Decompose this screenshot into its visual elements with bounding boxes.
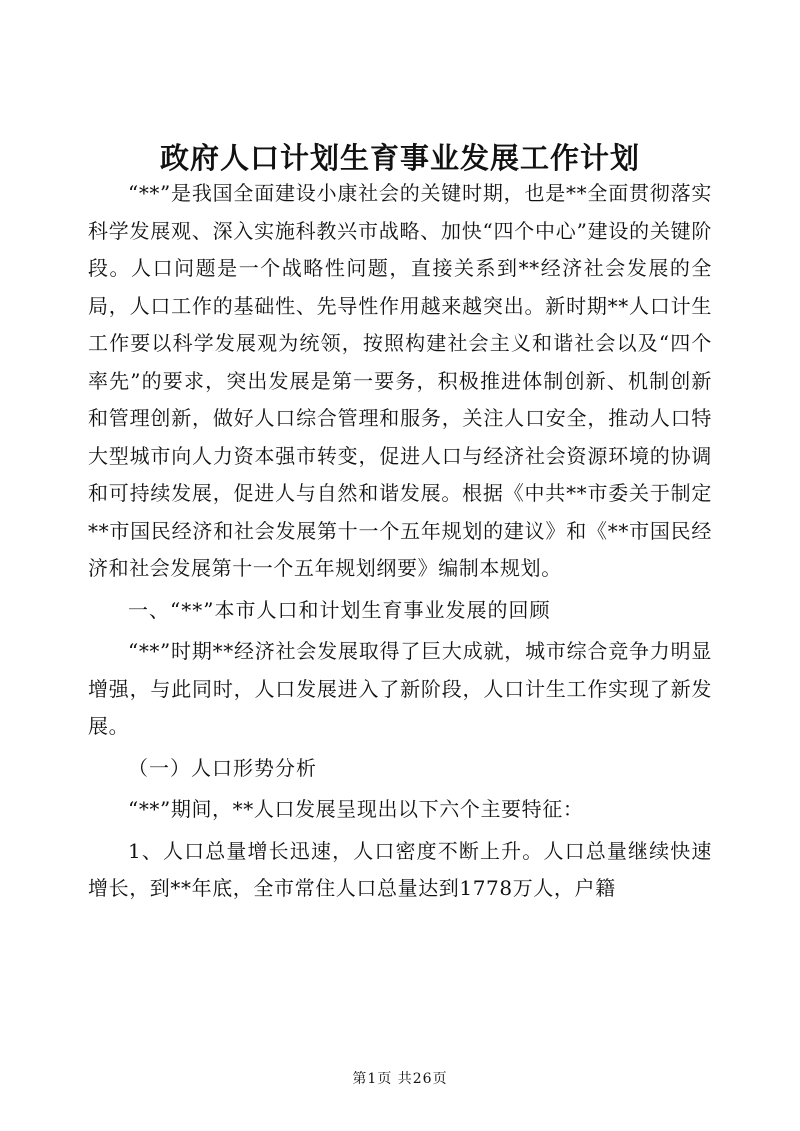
paragraph-features-intro: “**”期间，**人口发展呈现出以下六个主要特征： (128, 797, 584, 821)
document-title: 政府人口计划生育事业发展工作计划 (159, 141, 640, 175)
paragraph-intro: “**”是我国全面建设小康社会的关键时期，也是**全面贯彻落实科学发展观、深入实施科教兴市战略、加快“四个中心”建设的关键阶段。人口问题是一个战略性问题，直接关系到**经济社会发展的全局，人口工作的基础性、先导性作用越来越突出。新时期**人口计生工作要以科学发展观为统领，按照构建社会主义和谐社会以及“四个率先”的要求，突出发展是第一要务，积极推进体制创新、机制创新和管理创新，做好人口综合管理和服务，关注人口安全，推动人口特大型城市向人力资本强市转变，促进人口与经济社会资源环境的协调和可持续发展，促进人与自然和谐发展。根据《中共**市委关于制定**市国民经济和社会发展第十一个五年规划的建议》和《**市国民经济和社会发展第十一个五年规划纲要》编制本规划。 (88, 181, 712, 580)
page-footer: 第1页 共26页 (352, 1071, 448, 1087)
paragraph-review: “**”时期**经济社会发展取得了巨大成就，城市综合竞争力明显增强，与此同时，人口发展进入了新阶段，人口计生工作实现了新发展。 (88, 639, 712, 738)
paragraph-feature-1: 1、人口总量增长迅速，人口密度不断上升。人口总量继续快速增长，到**年底，全市常住人口总量达到1778万人，户籍 (88, 838, 712, 900)
section-heading-review: 一、“**”本市人口和计划生育事业发展的回顾 (128, 597, 551, 622)
document-body (88, 175, 712, 908)
subsection-heading-population-analysis: （一）人口形势分析 (128, 755, 317, 780)
